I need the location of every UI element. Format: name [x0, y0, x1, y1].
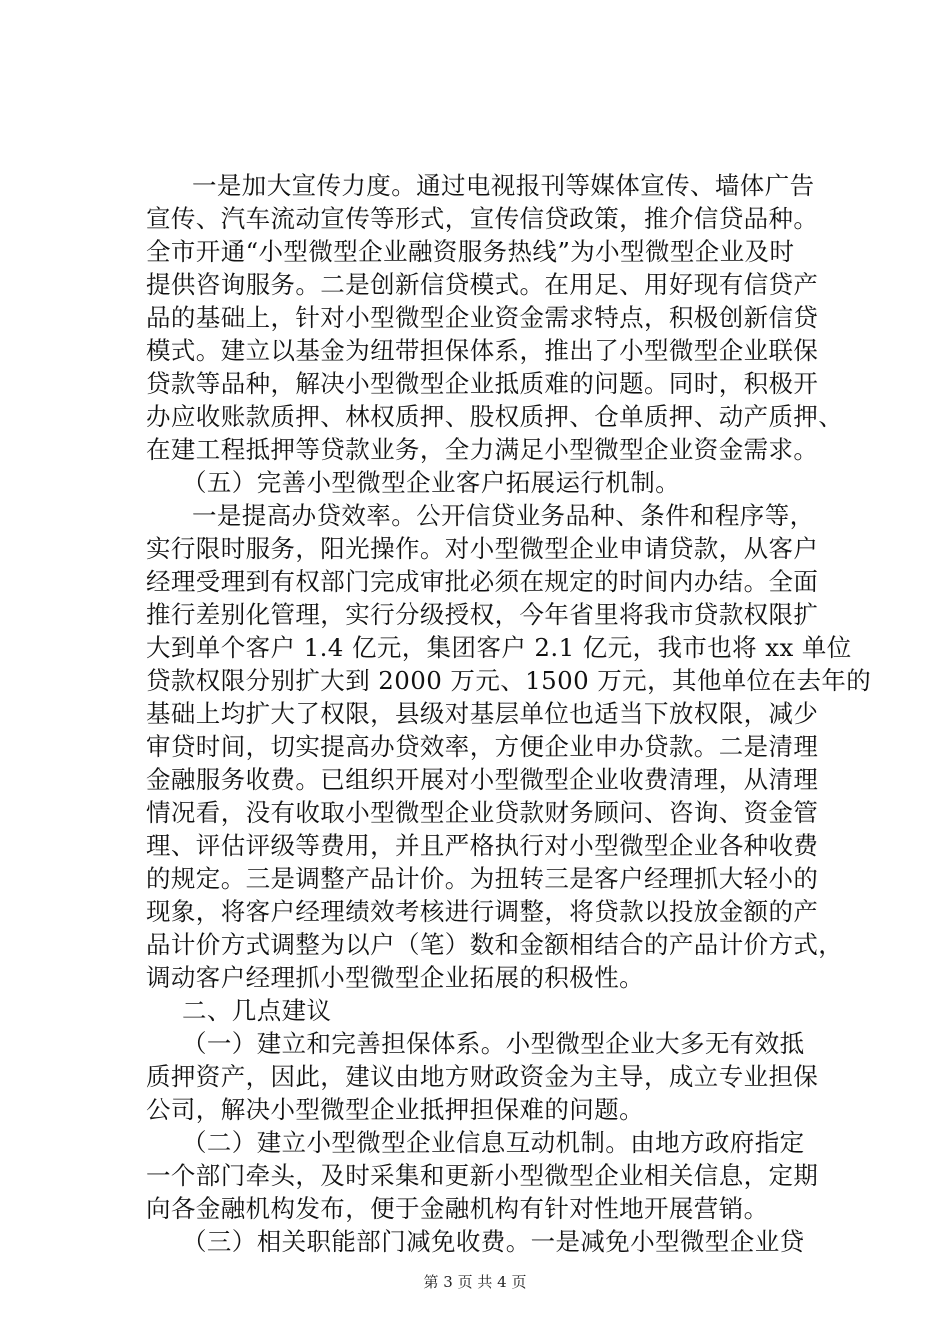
- text-line: 宣传、汽车流动宣传等形式，宣传信贷政策，推介信贷品种。: [146, 204, 819, 233]
- text-line: （二）建立小型微型企业信息互动机制。由地方政府指定: [182, 1128, 805, 1157]
- text-line: 情况看，没有收取小型微型企业贷款财务顾问、咨询、资金管: [146, 798, 819, 827]
- text-line: 公司，解决小型微型企业抵押担保难的问题。: [146, 1095, 644, 1124]
- text-line: 基础上均扩大了权限，县级对基层单位也适当下放权限，减少: [146, 699, 819, 728]
- text-line: 理、评估评级等费用，并且严格执行对小型微型企业各种收费: [146, 831, 819, 860]
- text-line: 调动客户经理抓小型微型企业拓展的积极性。: [146, 963, 644, 992]
- text-line: 向各金融机构发布，便于金融机构有针对性地开展营销。: [146, 1194, 769, 1223]
- text-line: 金融服务收费。已组织开展对小型微型企业收费清理，从清理: [146, 765, 819, 794]
- text-line: 大到单个客户 1.4 亿元，集团客户 2.1 亿元，我市也将 xx 单位: [146, 633, 852, 662]
- text-line: 审贷时间，切实提高办贷效率，方便企业申办贷款。二是清理: [146, 732, 819, 761]
- text-line: 一是提高办贷效率。公开信贷业务品种、条件和程序等，: [192, 501, 815, 530]
- text-line: 经理受理到有权部门完成审批必须在规定的时间内办结。全面: [146, 567, 819, 596]
- text-line: 一个部门牵头，及时采集和更新小型微型企业相关信息，定期: [146, 1161, 819, 1190]
- text-line: 贷款等品种，解决小型微型企业抵质难的问题。同时，积极开: [146, 369, 819, 398]
- text-line: 在建工程抵押等贷款业务，全力满足小型微型企业资金需求。: [146, 435, 819, 464]
- page-footer: 第 3 页 共 4 页: [423, 1273, 527, 1291]
- text-line: （一）建立和完善担保体系。小型微型企业大多无有效抵: [182, 1029, 805, 1058]
- text-line: 现象，将客户经理绩效考核进行调整，将贷款以投放金额的产: [146, 897, 819, 926]
- text-line: 实行限时服务，阳光操作。对小型微型企业申请贷款，从客户: [146, 534, 819, 563]
- text-line: 品计价方式调整为以户（笔）数和金额相结合的产品计价方式，: [146, 930, 844, 959]
- text-line: 贷款权限分别扩大到 2000 万元、1500 万元，其他单位在去年的: [146, 666, 872, 695]
- section-heading: 二、几点建议: [182, 996, 332, 1025]
- section-heading: （五）完善小型微型企业客户拓展运行机制。: [182, 468, 680, 497]
- text-line: 全市开通“小型微型企业融资服务热线”为小型微型企业及时: [146, 237, 795, 266]
- text-line: （三）相关职能部门减免收费。一是减免小型微型企业贷: [182, 1227, 805, 1256]
- text-line: 推行差别化管理，实行分级授权，今年省里将我市贷款权限扩: [146, 600, 819, 629]
- text-line: 质押资产，因此，建议由地方财政资金为主导，成立专业担保: [146, 1062, 819, 1091]
- text-line: 品的基础上，针对小型微型企业资金需求特点，积极创新信贷: [146, 303, 819, 332]
- text-line: 办应收账款质押、林权质押、股权质押、仓单质押、动产质押、: [146, 402, 844, 431]
- text-line: 提供咨询服务。二是创新信贷模式。在用足、用好现有信贷产: [146, 270, 819, 299]
- text-line: 一是加大宣传力度。通过电视报刊等媒体宣传、墙体广告: [192, 171, 815, 200]
- text-line: 模式。建立以基金为纽带担保体系，推出了小型微型企业联保: [146, 336, 819, 365]
- text-line: 的规定。三是调整产品计价。为扭转三是客户经理抓大轻小的: [146, 864, 819, 893]
